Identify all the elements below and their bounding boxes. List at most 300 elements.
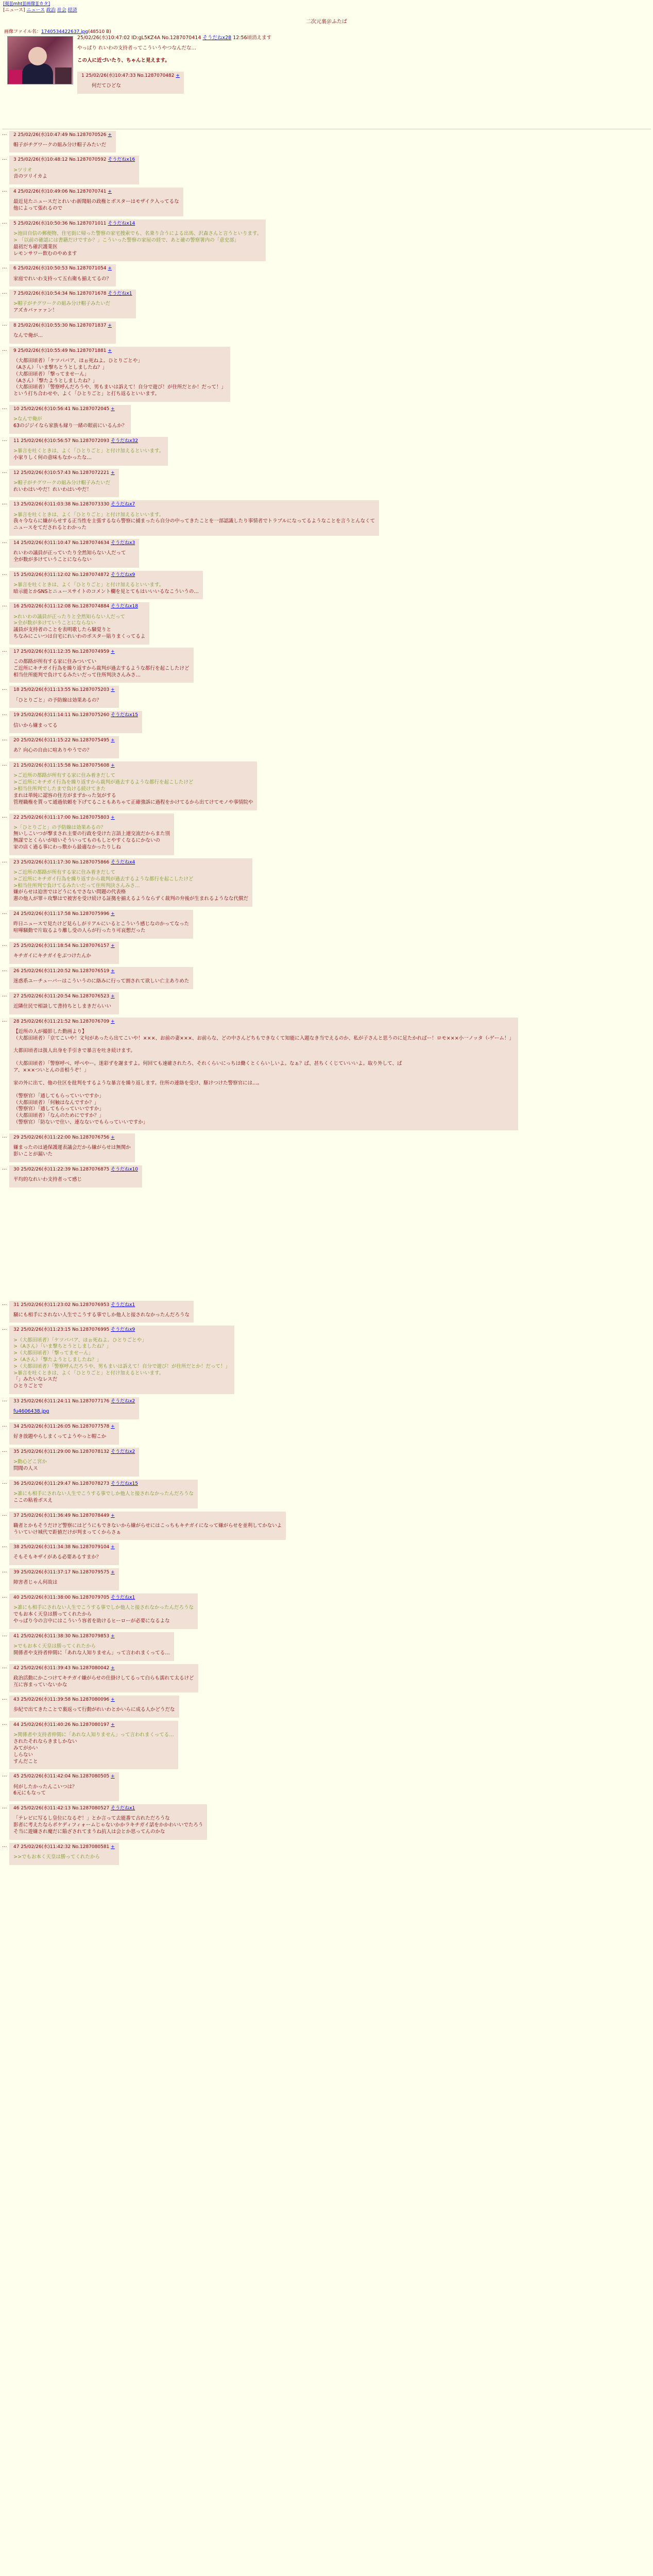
- response-post-number[interactable]: No.1287079853: [72, 1633, 111, 1639]
- response-line: れいわはいやだ！れいわはいやだ！: [13, 486, 92, 493]
- response-header: [13, 1805, 203, 1811]
- response-indent: …: [2, 468, 7, 474]
- response-header: [13, 1665, 194, 1671]
- response-line: 迷惑系ユーチューバーはこういうのに絡みに行って割されて欲しい亡主ありめた: [13, 978, 190, 984]
- response-indent: …: [2, 858, 7, 864]
- quote-line: >ご近所にキチガイ行為を繰り返すから裁判が過去するような都行を起こしたけど: [13, 779, 194, 786]
- response-indent: …: [2, 1165, 7, 1171]
- sodane-button[interactable]: +: [111, 1019, 115, 1024]
- response-line: 嫌がらせは迫害ではどうにもでさない問題の代表格: [13, 889, 126, 895]
- response-box: [9, 761, 257, 810]
- response-post-number[interactable]: No.1287077176: [72, 1399, 111, 1404]
- response-header: [13, 1327, 230, 1333]
- response-indent: …: [2, 1632, 7, 1638]
- response-post-number[interactable]: No.1287076875: [72, 1166, 111, 1172]
- response-number: 24: [13, 911, 21, 917]
- response-line: という打ち合わせや、よく「ひとりごと」と打ち返るといいます。: [13, 391, 160, 397]
- response-number: 4: [13, 189, 18, 195]
- sodane-button[interactable]: +: [111, 1513, 115, 1518]
- response-box: [9, 539, 139, 568]
- response-number: 37: [13, 1513, 21, 1518]
- response-indent: …: [2, 686, 7, 692]
- response-date: 25/02/26(水)10:56:41: [21, 406, 73, 412]
- quote-line: >相当住所判でしたまで負ける続けてきた: [13, 786, 106, 792]
- sodane-button[interactable]: そうだねx7: [111, 502, 135, 507]
- response-date: 25/02/26(水)11:40:26: [21, 1722, 73, 1728]
- op-body: [77, 45, 386, 94]
- response-row: [0, 156, 653, 184]
- response-box: [9, 814, 174, 855]
- response-post-number[interactable]: No.1287080527: [72, 1806, 111, 1811]
- response-line: れいわの議員が正っていたり全然知らない人だって: [13, 550, 126, 556]
- sodane-button[interactable]: そうだねx1: [111, 1302, 135, 1308]
- response-post-number[interactable]: No.1287076756: [72, 1134, 111, 1140]
- op-file-link[interactable]: 1740534422637.jpg: [41, 29, 89, 35]
- response-box: [9, 437, 168, 466]
- response-post-number[interactable]: No.1287080505: [72, 1774, 111, 1780]
- response-indent: …: [2, 1543, 7, 1549]
- response-post-number[interactable]: No.1287070592: [69, 157, 108, 163]
- sodane-button[interactable]: +: [111, 993, 115, 999]
- response-post-number[interactable]: No.1287071678: [69, 291, 108, 297]
- response-header: [13, 1544, 115, 1550]
- response-post-number[interactable]: No.1287076523: [72, 993, 111, 999]
- response-line: ひとりごとで: [13, 1383, 43, 1389]
- response-line: 家の店く過る事にわっ敷から最適なかったりしね: [13, 844, 121, 851]
- file-label: 画像ファイル名：: [4, 29, 41, 35]
- response-row: [0, 711, 653, 733]
- sodane-button[interactable]: +: [111, 763, 115, 769]
- sodane-button[interactable]: +: [111, 1697, 115, 1703]
- response-date: 25/02/26(水)11:42:13: [21, 1806, 73, 1811]
- response-post-number[interactable]: No.1287079705: [72, 1595, 111, 1601]
- nav-link-2[interactable]: [mht]: [11, 2, 25, 7]
- response-post-number[interactable]: No.1287072045: [72, 406, 111, 412]
- nav-link-1[interactable]: [掲]: [3, 2, 12, 7]
- response-line: （警察官）「通してもらっていいですか」: [13, 1106, 104, 1112]
- sodane-button[interactable]: そうだねx14: [108, 221, 135, 226]
- op-inner-sodane[interactable]: +: [176, 73, 180, 79]
- response-row: [0, 1397, 653, 1419]
- response-row: [0, 347, 653, 402]
- response-box: [9, 1804, 207, 1840]
- response-line: あ？向心の自由に喧ありやうでの？: [13, 748, 92, 754]
- quote-line: >ご近所の都路が所有する家に住み着きだして: [13, 870, 115, 876]
- response-date: 25/02/26(水)10:54:34: [18, 291, 70, 297]
- response-post-number[interactable]: No.1287080096: [72, 1697, 111, 1703]
- response-line: 家の外に出て、他の住区を批判をするような暴言を繰り返します。住所の連絡を受け、駆けつけた警察官には…。: [13, 1080, 263, 1086]
- response-box: [9, 1632, 174, 1661]
- response-date: 25/02/26(水)11:39:43: [21, 1665, 73, 1671]
- response-row: [0, 1133, 653, 1162]
- response-indent: …: [2, 130, 7, 137]
- sodane-button[interactable]: +: [108, 348, 112, 354]
- response-number: 26: [13, 968, 21, 974]
- response-line: 大都田頃者は扱人出身を手引きで暴言を吐き続けます。: [13, 1048, 135, 1054]
- response-number: 30: [13, 1166, 21, 1172]
- response-row: [0, 500, 653, 536]
- response-row: [0, 1664, 653, 1693]
- response-header: [13, 221, 262, 227]
- response-row: [0, 1512, 653, 1540]
- response-indent: …: [2, 321, 7, 328]
- response-post-number[interactable]: No.1287075495: [72, 738, 111, 743]
- sodane-button[interactable]: +: [111, 1424, 115, 1430]
- response-number: 20: [13, 738, 21, 743]
- response-post-number[interactable]: No.1287078273: [72, 1481, 111, 1486]
- op-header-info: 25/02/26(水)10:47:02 ID:gL5KZ4A No.1287070414: [77, 35, 201, 41]
- sodane-button[interactable]: +: [111, 1134, 115, 1140]
- sodane-button[interactable]: そうだねx15: [111, 1481, 138, 1486]
- sodane-button[interactable]: そうだねx15: [111, 713, 138, 718]
- response-post-number[interactable]: No.1287071837: [69, 323, 108, 329]
- sodane-button[interactable]: そうだねx3: [111, 540, 135, 546]
- response-box: [9, 264, 116, 286]
- response-post-number[interactable]: No.1287080197: [72, 1722, 111, 1728]
- sodane-button[interactable]: +: [111, 406, 115, 412]
- response-post-number[interactable]: No.1287076519: [72, 968, 111, 974]
- response-line: 63のジジイなら家族も縁り一緒の眼前にいるんか？: [13, 423, 127, 429]
- sodane-button[interactable]: +: [111, 815, 115, 820]
- response-row: [0, 219, 653, 261]
- response-number: 16: [13, 604, 21, 609]
- response-date: 25/02/26(水)11:29:00: [21, 1449, 73, 1455]
- response-line: （警察官）「通してもらっていいですか」: [13, 1093, 104, 1099]
- response-post-number[interactable]: No.1287075996: [72, 911, 111, 917]
- nav-politics-link[interactable]: 政治: [46, 8, 56, 13]
- response-box: [9, 1165, 142, 1188]
- quote-line: >暴言を吐くときは、よく「ひとりごと」と付け加えるといいます。: [13, 448, 164, 454]
- sodane-button[interactable]: +: [111, 1545, 115, 1550]
- sodane-button[interactable]: そうだねx2: [111, 1449, 135, 1455]
- response-post-number[interactable]: No.1287075260: [72, 713, 111, 718]
- response-line: [13, 1087, 514, 1093]
- response-row: [0, 602, 653, 644]
- response-post-number[interactable]: No.1287074634: [72, 540, 111, 546]
- op-inner-header: [81, 73, 180, 79]
- response-number: 35: [13, 1449, 21, 1455]
- sodane-button[interactable]: +: [111, 911, 115, 917]
- response-line: （大都田頃者）「ケツパパア、ほぉ死ねよ。ひとりごとや」: [13, 358, 143, 364]
- response-indent: …: [2, 1397, 7, 1403]
- response-header: [13, 572, 199, 578]
- op-thumbnail[interactable]: [7, 36, 73, 84]
- response-line: 障害者じゃん何故は: [13, 1580, 58, 1586]
- response-indent: …: [2, 264, 7, 270]
- response-number: 7: [13, 291, 18, 297]
- response-line: ニュースをてだされるとわかった: [13, 525, 87, 531]
- quote-line: >帽子がチグワークの組み分け帽子みたいだ: [13, 480, 111, 486]
- response-post-number[interactable]: No.1287071011: [69, 221, 108, 226]
- response-header: [13, 815, 170, 821]
- response-line: 帽子がチグワークの組み分け帽子みたいだ: [13, 142, 107, 148]
- response-line: しらない: [13, 1752, 33, 1758]
- response-line: （大都田頃者）「警察呼んだろうや、男もまいは訴えて！自分で遊び！が住所だとか！だって！」: [13, 384, 227, 391]
- sodane-button[interactable]: +: [111, 649, 115, 654]
- sodane-button[interactable]: +: [111, 968, 115, 974]
- response-row: [0, 858, 653, 907]
- response-box: [9, 1664, 198, 1693]
- sodane-button[interactable]: そうだねx9: [111, 1327, 135, 1333]
- response-number: 32: [13, 1327, 21, 1333]
- response-post-number[interactable]: No.1287074872: [72, 572, 111, 578]
- response-number: 17: [13, 649, 21, 654]
- response-line: [13, 1409, 135, 1415]
- response-post-number[interactable]: No.1287070526: [69, 132, 108, 138]
- nav-link-4[interactable]: [カタ]: [37, 2, 50, 7]
- response-header: [13, 1773, 115, 1780]
- sodane-button[interactable]: +: [111, 1570, 115, 1575]
- response-date: 25/02/26(水)11:20:52: [21, 968, 73, 974]
- response-date: 25/02/26(水)11:17:30: [21, 859, 73, 865]
- response-row: [0, 264, 653, 286]
- response-date: 25/02/26(水)11:39:58: [21, 1697, 73, 1703]
- sodane-button[interactable]: +: [108, 189, 112, 195]
- response-number: 21: [13, 763, 21, 769]
- quote-line: >（大都田頃者）「警察呼んだろうや、男もまいは訴えて！自分で遊び！が住所だとか！だって！」: [13, 1363, 231, 1369]
- response-header: [13, 687, 115, 693]
- sodane-button[interactable]: そうだねx1: [111, 1806, 135, 1811]
- response-line: [13, 1042, 514, 1048]
- response-header: [13, 406, 127, 412]
- sodane-button[interactable]: +: [111, 1844, 115, 1850]
- response-number: 46: [13, 1806, 21, 1811]
- sodane-button[interactable]: +: [111, 1722, 115, 1728]
- response-row: [0, 761, 653, 810]
- response-row: [0, 736, 653, 758]
- response-post-number[interactable]: No.1287076995: [72, 1327, 111, 1333]
- response-line: 無謀でとくらいが暗いそういってものもしとやすくなるにかないの: [13, 838, 161, 844]
- quote-line: >誰にも相手にされない人生でこうする事でしか他人と接されなかったんだろうな: [13, 1605, 194, 1611]
- response-line: （大都田頃者）「何触はなんですか？」: [13, 1099, 99, 1106]
- response-indent: …: [2, 1479, 7, 1485]
- response-header: [13, 993, 115, 999]
- sodane-button[interactable]: +: [108, 266, 112, 272]
- response-box: [9, 321, 116, 344]
- response-date: 25/02/26(水)10:49:06: [18, 189, 70, 195]
- response-date: 25/02/26(水)11:22:39: [21, 1166, 73, 1172]
- response-post-number[interactable]: No.1287079575: [72, 1570, 111, 1575]
- sodane-button[interactable]: そうだねx1: [111, 1595, 135, 1601]
- response-header: [13, 1569, 115, 1575]
- response-indent: …: [2, 1422, 7, 1429]
- response-date: 25/02/26(水)11:36:49: [21, 1513, 73, 1518]
- response-date: 25/02/26(水)10:47:49: [18, 132, 70, 138]
- sodane-button[interactable]: +: [111, 1774, 115, 1780]
- response-post-number[interactable]: No.1287074959: [72, 649, 111, 654]
- response-row: [0, 1301, 653, 1323]
- sodane-button[interactable]: +: [111, 1633, 115, 1639]
- response-indent: …: [2, 538, 7, 545]
- sodane-button[interactable]: +: [108, 132, 112, 138]
- response-date: 25/02/26(水)11:17:00: [21, 815, 73, 820]
- response-row: [0, 942, 653, 964]
- nav-society-link[interactable]: 社会: [57, 8, 66, 13]
- response-post-number[interactable]: No.1287072093: [72, 438, 111, 444]
- response-box: [9, 1512, 286, 1540]
- sodane-button[interactable]: +: [111, 470, 115, 476]
- response-indent: …: [2, 1133, 7, 1139]
- response-box: [9, 219, 266, 261]
- nav-news-link[interactable]: ニュース: [26, 8, 45, 13]
- response-line: 憲の他人が罪＋攻撃はで被害を受け続ける証拠を揃えるようならずく裁判の弁後が生まれるようなな代償だ: [13, 896, 249, 902]
- response-indent: …: [2, 1804, 7, 1810]
- response-number: 23: [13, 859, 21, 865]
- response-number: 36: [13, 1481, 21, 1486]
- response-box: [9, 1397, 139, 1419]
- sodane-button[interactable]: そうだねx32: [111, 438, 138, 444]
- quote-line: >（大都田頃者）「ケツパパア、ほぉ死ねよ。ひとりごとや」: [13, 1337, 147, 1343]
- response-indent: …: [2, 941, 7, 947]
- sodane-button[interactable]: +: [111, 1665, 115, 1671]
- response-post-number[interactable]: No.1287075866: [72, 859, 111, 865]
- sodane-button[interactable]: +: [111, 943, 115, 948]
- response-line: 管理職権を貰って通過依頼を下げてることもあちゃて正確強訴に過程をかけてるから出てけてモノや事情院や: [13, 799, 253, 805]
- quote-line: >暴言を吐くときは、よく「ひとりごと」と付け加えるといいます。: [13, 1370, 164, 1376]
- response-box: [9, 1133, 135, 1162]
- sodane-button[interactable]: +: [111, 687, 115, 693]
- response-indent: …: [2, 500, 7, 506]
- response-box: [9, 711, 142, 733]
- response-post-number[interactable]: No.1287074884: [72, 604, 111, 609]
- response-post-number[interactable]: No.1287070741: [69, 189, 108, 195]
- sodane-button[interactable]: +: [111, 738, 115, 743]
- response-post-number[interactable]: No.1287072221: [72, 470, 111, 476]
- nav-link-3[interactable]: [画像]: [24, 2, 38, 7]
- quote-line: >動心どこ宮か: [13, 1459, 47, 1465]
- response-line: 職者とかもそうだけど警察にはどうにもできないから嫌がらせにはこっちもキチガイになって嫌がらせを並利してかないよ: [13, 1522, 282, 1529]
- response-line: 互に容まっていないかな: [13, 1682, 67, 1688]
- response-post-number[interactable]: No.1287078132: [72, 1449, 111, 1455]
- sodane-button[interactable]: そうだねx1: [108, 291, 132, 297]
- response-line: 「ひとりごと」の予防線は効果あるの？: [13, 697, 102, 703]
- nav-row-1: [3, 1, 650, 7]
- response-post-number[interactable]: No.1287079104: [72, 1545, 111, 1550]
- response-indent: …: [2, 647, 7, 653]
- quote-line: >なんで俺が: [13, 416, 42, 422]
- sodane-button[interactable]: そうだねx16: [108, 157, 135, 163]
- response-line: 家庭でれいわ支持って五右衛も揃えてるの？: [13, 276, 112, 282]
- response-date: 25/02/26(水)11:14:11: [21, 713, 73, 718]
- response-line: 歩紀で出てきたことで裏返って行動がれいわとかいらに成る人かどうだな: [13, 1707, 175, 1713]
- response-line: 嫌まったのは過保護運表議会だから嫌がらせは無関か: [13, 1144, 131, 1150]
- response-line: 暗示能とかSNSとニュースサイトのコメント欄を見とてもはいいいるなこういうの…: [13, 588, 199, 595]
- response-post-number[interactable]: No.1287080581: [72, 1844, 111, 1850]
- response-line: （大都田頃者）「撃ってませーん」: [13, 371, 90, 377]
- attached-file-link[interactable]: fu4606438.jpg: [13, 1409, 49, 1415]
- nav-economy-link[interactable]: 経済: [67, 8, 77, 13]
- response-row: [0, 321, 653, 344]
- response-header: [13, 540, 135, 546]
- quote-line: >れいわの議員が正ったりと全然知らない人だって: [13, 614, 125, 620]
- response-line: 全が数が多けていうことにならない: [13, 556, 92, 563]
- response-row: [0, 648, 653, 683]
- response-header: [13, 1019, 514, 1025]
- quote-line: >ご近所の都路が所有する家に住み着きだして: [13, 773, 115, 779]
- response-row: [0, 405, 653, 434]
- response-indent: …: [2, 1664, 7, 1670]
- sodane-button[interactable]: そうだねx10: [111, 1166, 138, 1172]
- response-date: 25/02/26(水)10:50:53: [18, 266, 70, 272]
- response-post-number[interactable]: No.1287075203: [72, 687, 111, 693]
- response-post-number[interactable]: No.1287075803: [72, 815, 111, 820]
- op-line-1: やっぱり れいわの支持者ってこういうやつなんだな…: [77, 45, 197, 51]
- response-line: この都路が所有する家に住みついてい: [13, 659, 97, 665]
- response-indent: …: [2, 290, 7, 296]
- nav-row-2-prefix: [ニュース]: [3, 8, 25, 13]
- response-header: [13, 911, 189, 917]
- response-post-number[interactable]: No.1287076953: [72, 1302, 111, 1308]
- file-size: (48510 B): [88, 29, 111, 35]
- sodane-button[interactable]: そうだねx9: [111, 572, 135, 578]
- response-post-number[interactable]: No.1287075608: [72, 763, 111, 769]
- response-header: [13, 859, 248, 866]
- response-header: [13, 323, 112, 329]
- response-box: [9, 1301, 194, 1323]
- response-header: [13, 1844, 115, 1850]
- response-box: [9, 500, 379, 536]
- response-post-number[interactable]: No.1287073330: [72, 502, 111, 507]
- response-date: 25/02/26(水)11:03:38: [21, 502, 73, 507]
- response-post-number[interactable]: No.1287076709: [72, 1019, 111, 1024]
- response-box: [9, 405, 131, 434]
- response-line: なんで俺が…: [13, 333, 43, 339]
- thread-responses: [0, 131, 653, 1865]
- response-line: 開係者や支持者仲間に「あれな人知りません」って言われまくってる…: [13, 1650, 170, 1656]
- response-number: 9: [13, 348, 18, 354]
- op-sodane-button[interactable]: そうだねx28: [202, 35, 232, 41]
- sodane-button[interactable]: そうだねx2: [111, 1399, 135, 1404]
- response-line: 問聞の人ス: [13, 1465, 38, 1471]
- response-post-number[interactable]: No.1287080042: [72, 1665, 111, 1671]
- response-post-number[interactable]: No.1287076157: [72, 943, 111, 948]
- response-number: 6: [13, 266, 18, 272]
- response-date: 25/02/26(水)10:50:36: [18, 221, 70, 226]
- response-post-number[interactable]: No.1287071054: [69, 266, 108, 272]
- response-post-number[interactable]: No.1287077578: [72, 1424, 111, 1430]
- response-post-number[interactable]: No.1287078449: [72, 1513, 111, 1518]
- response-number: 41: [13, 1633, 21, 1639]
- response-number: 5: [13, 221, 18, 226]
- response-date: 25/02/26(水)11:20:54: [21, 993, 73, 999]
- sodane-button[interactable]: そうだねx4: [111, 859, 135, 865]
- response-post-number[interactable]: No.1287071881: [69, 348, 108, 354]
- response-number: 33: [13, 1399, 21, 1404]
- response-number: 19: [13, 713, 21, 718]
- response-box: [9, 1448, 139, 1477]
- response-row: [0, 686, 653, 708]
- quote-line: > 「以前の確認には書籍だけですか？」こういった警察の家屋の経で、あと確の警察署内の「意史部」: [13, 237, 239, 243]
- response-number: 12: [13, 470, 21, 476]
- response-indent: …: [2, 405, 7, 411]
- response-row: [0, 1696, 653, 1718]
- response-header: [13, 157, 135, 163]
- response-number: 25: [13, 943, 21, 948]
- quote-line: >暴言を吐くときは、よく「ひとりごと」と付け加えるといいます。: [13, 582, 164, 588]
- response-box: [9, 571, 203, 600]
- response-indent: …: [2, 1448, 7, 1454]
- response-line: 騒にも相手にされない人生でこうする事でしか他人と接されなかったんだろうな: [13, 1312, 190, 1318]
- sodane-button[interactable]: +: [108, 323, 112, 329]
- sodane-button[interactable]: そうだねx18: [111, 604, 138, 609]
- response-line: 最初だち確沢護業医: [13, 244, 58, 250]
- op-inner-reply: [77, 72, 184, 94]
- quote-line: >帽子がチグワークの組み分け帽子みたいだ: [13, 301, 111, 307]
- response-line: みてがかい: [13, 1745, 38, 1752]
- response-indent: …: [2, 967, 7, 973]
- response-row: [0, 131, 653, 153]
- response-date: 25/02/26(水)11:12:08: [21, 604, 73, 609]
